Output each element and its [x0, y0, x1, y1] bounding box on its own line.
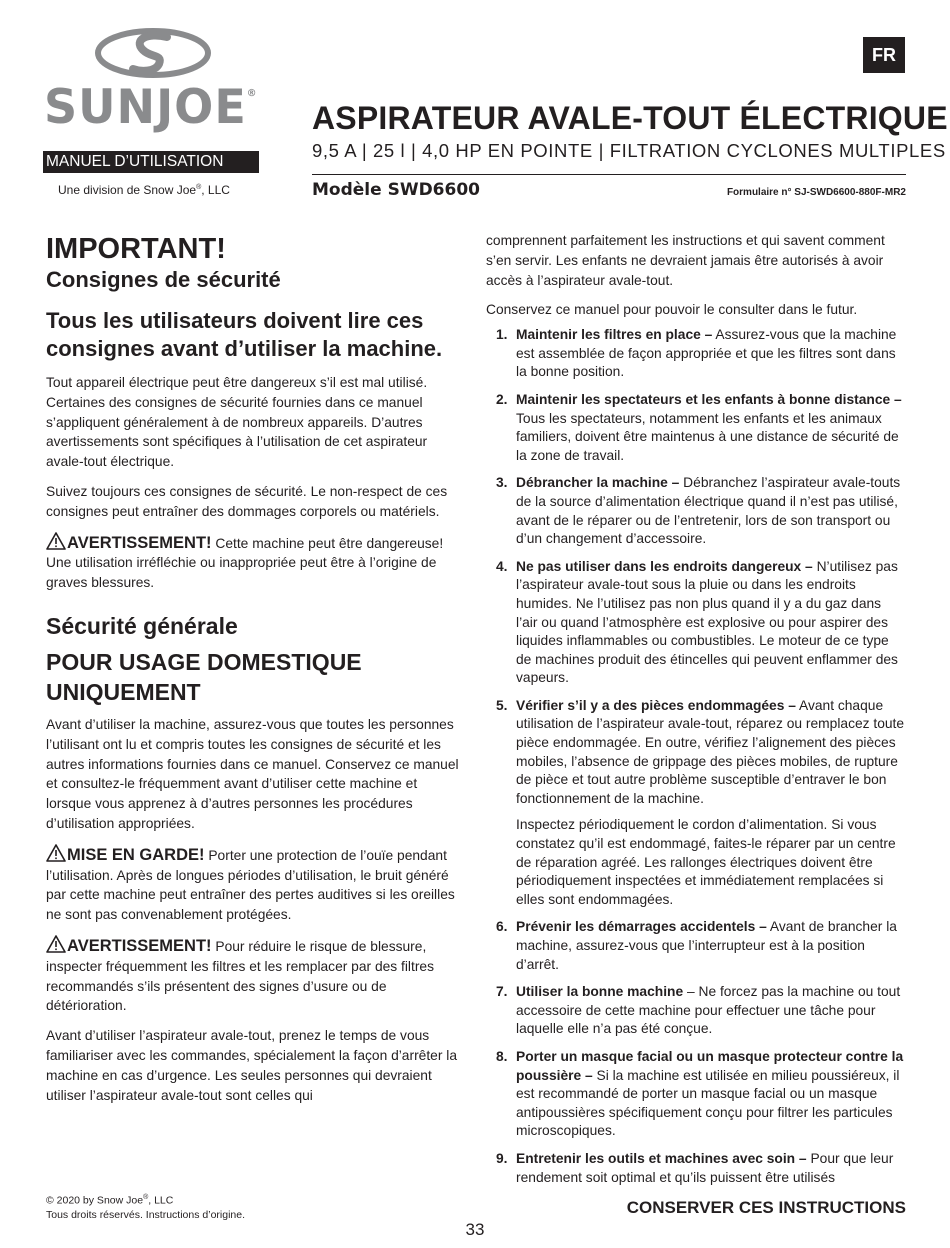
controls-paragraph: Avant d’utiliser l’aspirateur avale-tout, prenez le temps de vous familiariser avec les commandes, spécialement la façon d’arrêter la machine en cas d’urgence. Les seules personnes qui devraient utiliser l’aspirateur avale-tout sont celles qui [46, 1028, 458, 1103]
list-item: 9. Entretenir les outils et machines avec soin – Pour que leur rendement soit optimal et qu’ils puissent être utilisés [496, 1150, 894, 1185]
list-item: 1. Maintenir les filtres en place – Assurez-vous que la machine est assemblée de façon appropriée et que les filtres sont dans la bonne position. [496, 327, 897, 380]
copyright-notice: © 2020 by Snow Joe®, LLC Tous droits réservés. Instructions d’origine. [46, 1194, 246, 1221]
left-column [46, 232, 466, 1115]
form-number: Formulaire n° SJ-SWD6600-880F-MR2 [726, 187, 906, 198]
language-badge: FR [863, 37, 905, 73]
caution-label: MISE EN GARDE! [67, 845, 205, 864]
warning-label: AVERTISSEMENT! [67, 533, 212, 552]
domestic-use-heading: POUR USAGE DOMESTIQUE UNIQUEMENT [46, 648, 362, 705]
warning-triangle-icon [46, 532, 66, 550]
division-text: Une division de Snow Joe®, LLC [58, 183, 230, 197]
conserve-instructions: CONSERVER CES INSTRUCTIONS [626, 1198, 906, 1217]
continued-paragraph: comprennent parfaitement les instructions et qui savent comment s’en servir. Les enfants ne devraient jamais être autorisés à avoir accès à l’aspirateur avale-tout. [486, 233, 885, 288]
list-item: 6. Prévenir les démarrages accidentels – Avant de brancher la machine, assurez-vous que l’interrupteur est à la position d’arrêt. [496, 919, 897, 972]
usage-paragraph: Avant d’utiliser la machine, assurez-vous que toutes les personnes l’utilisant ont lu et compris toutes les consignes de sécurité et les autres informations fournies dans ce manuel. Conservez ce manuel et consultez-le fréquemment avant d’utiliser cette machine et lorsque vous apprenez à d’autres personnes les procédures d’utilisation appropriées. [46, 716, 459, 831]
safety-list [486, 326, 906, 1187]
warning-triangle-icon [46, 935, 66, 953]
keep-manual-paragraph: Conservez ce manuel pour pouvoir le consulter dans le futur. [486, 302, 858, 318]
safety-heading: Consignes de sécurité [46, 267, 281, 292]
list-item-extra: Inspectez périodiquement le cordon d’alimentation. Si vous constatez qu’il est endommagé, faites-le réparer par un centre de réparation agréé. Les rallonges électriques doivent être périodiquement inspectées et immédiatement remplacées si elles sont endommagées. [516, 817, 896, 907]
caution-text: Porter une protection de l’ouïe pendant l’utilisation. Après de longues périodes d’utilisation, le bruit généré par cette machine peut entraîner des pertes auditives si les oreilles ne sont pas convenablement protégées. [46, 847, 455, 923]
list-item: 2. Maintenir les spectateurs et les enfants à bonne distance – Tous les spectateurs, notamment les enfants et les animaux familiers, doivent être maintenus à une distance de sécurité de la zone de travail. [496, 391, 902, 463]
warning-block-1 [46, 532, 466, 593]
lead-heading: Tous les utilisateurs doivent lire ces consignes avant d’utiliser la machine. [46, 308, 443, 361]
safety-paragraph: Suivez toujours ces consignes de sécurité. Le non-respect de ces consignes peut entraîner des dommages corporels ou matériels. [46, 483, 448, 519]
list-item: 5. Vérifier s’il y a des pièces endommagées – Avant chaque utilisation de l’aspirateur avale-tout, réparez ou remplacez toute pièce endommagée. En outre, vérifiez l’alignement des pièces mobiles, l’absence de grippage des pièces mobiles, de rupture de pièce et tout autre problème susceptible d’entraver le bon fonctionnement de la machine. Inspectez périodiquement le cordon d’alimentation. Si vous constatez qu’il est endommagé, faites-le réparer par un centre de réparation agréé. Les rallonges électriques doivent être périodiquement inspectées et immédiatement remplacées si elles sont endommagées. [486, 697, 906, 910]
document-title: ASPIRATEUR AVALE-TOUT ÉLECTRIQUE [312, 100, 948, 136]
warning-triangle-icon [46, 844, 66, 862]
list-item: 4. Ne pas utiliser dans les endroits dangereux – N’utilisez pas l’aspirateur avale-tout sous la pluie ou dans les endroits humides. Ne l’utilisez pas non plus quand il y a du gaz dans l’air ou quand l’atmosphère est explosive ou pour aspirer des liquides inflammables ou combustibles. Le moteur de ce type de machines produit des étincelles qui peuvent enflammer des vapeurs. [496, 558, 898, 686]
warning-text: Pour réduire le risque de blessure, inspecter fréquemment les filtres et les remplacer par des filtres recommandés s’ils présentent des signes d’usure ou de détérioration. [46, 938, 434, 1014]
manual-label: MANUEL D’UTILISATION [43, 151, 259, 173]
model-number: Modèle SWD6600 [312, 180, 480, 200]
list-item: 7. Utiliser la bonne machine – Ne forcez pas la machine ou tout accessoire de cette machine pour effectuer une tâche pour laquelle elle n’a pas été conçue. [496, 984, 901, 1037]
warning-text: Cette machine peut être dangereuse! Une utilisation irréfléchie ou inappropriée peut être à l’origine de graves blessures. [46, 535, 444, 591]
caution-block [46, 844, 466, 925]
list-item: 8. Porter un masque facial ou un masque protecteur contre la poussière – Si la machine est utilisée en milieu poussiéreux, il est recommandé de porter un masque facial ou un masque antipoussières spécifiquement conçu pour filtrer les particules microscopiques. [496, 1048, 904, 1139]
right-column [486, 231, 906, 1196]
header-divider [312, 174, 906, 175]
warning-label: AVERTISSEMENT! [67, 936, 212, 955]
document-subtitle: 9,5 A | 25 l | 4,0 HP EN POINTE | FILTRATION CYCLONES MULTIPLES [312, 140, 946, 161]
general-safety-heading: Sécurité générale [46, 612, 238, 639]
page-number: 33 [465, 1220, 485, 1239]
warning-block-2 [46, 935, 466, 1016]
list-item: 3. Débrancher la machine – Débranchez l’aspirateur avale-touts de la source d’alimentation électrique quand il n’est pas utilisé, avant de le réparer ou de l’entretenir, lors de son transport ou d’un changement d’accessoire. [496, 475, 901, 547]
rights-text: Tous droits réservés. Instructions d’origine. [46, 1208, 246, 1221]
intro-paragraph: Tout appareil électrique peut être dangereux s’il est mal utilisé. Certaines des consignes de sécurité fournies dans ce manuel s’appliquent généralement à de nombreux appareils. D’autres avertissements sont spécifiques à l’utilisation de cet aspirateur avale-tout électrique. [46, 375, 428, 470]
brand-wordmark: SUNJOE® [44, 80, 257, 135]
sunjoe-logo-icon [95, 28, 211, 78]
important-heading: IMPORTANT! [46, 233, 226, 265]
